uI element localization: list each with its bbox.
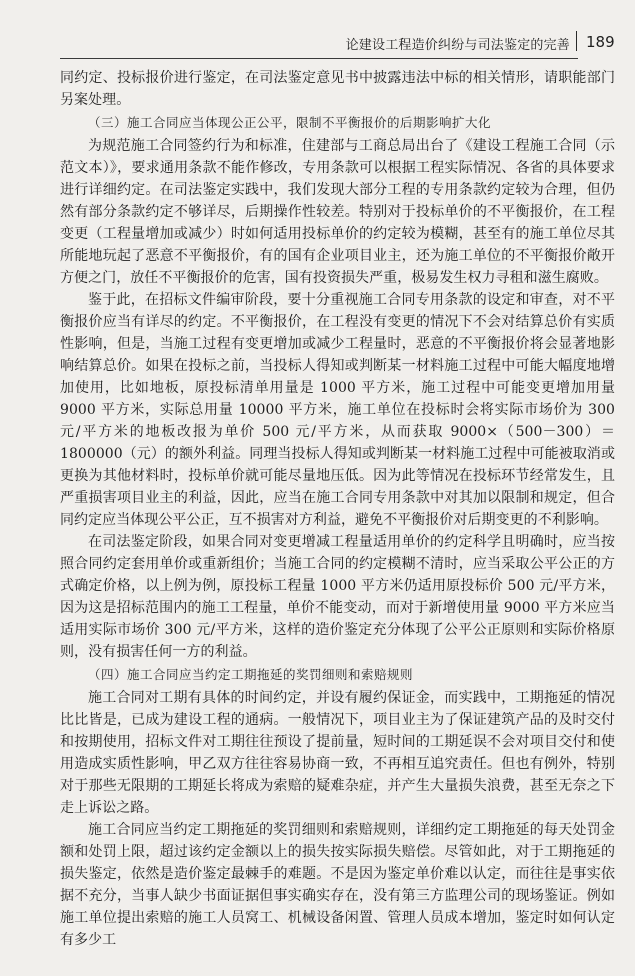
paragraph: 施工合同对工期有具体的时间约定，并设有履约保证金，而实践中，工期拖延的情况比比皆是，已成为建设工程的通病。一般情况下，项目业主为了保证建筑产品的及时交付和按期使用，招标文件对工期往往预设了提前量，短时间的工期延误不会对项目交付和使用造成实质性影响，甲乙双方往往容易协商一致，不再相互追究责任。但也有例外，特别对于那些无限期的工期延长将成为索赔的疑难杂症，并产生大量损失浪费，甚至无奈之下走上诉讼之路。: [60, 690, 615, 816]
page-header: [0, 0, 635, 60]
body-text: [60, 67, 615, 951]
paragraph: 施工合同应当约定工期拖延的奖罚细则和索赔规则，详细约定工期拖延的每天处罚金额和处罚上限，超过该约定金额以上的损失按实际损失赔偿。尽管如此，对于工期拖延的损失鉴定，依然是造价鉴定最棘手的难题。不是因为鉴定单价难以认定，而往往是事实依据不充分，当事人缺少书面证据但事实确实存在，没有第三方监理公司的现场鉴证。例如施工单位提出索赔的施工人员窝工、机械设备闲置、管理人员成本增加，鉴定时如何认定有多少工: [60, 822, 615, 948]
header-separator: [576, 31, 577, 51]
running-title: 论建设工程造价纠纷与司法鉴定的完善: [345, 38, 570, 53]
section-heading-4: （四）施工合同应当约定工期拖延的奖罚细则和索赔规则: [88, 667, 414, 682]
paragraph: 为规范施工合同签约行为和标准，住建部与工商总局出台了《建设工程施工合同（示范文本）》，要求通用条款不能作修改，专用条款可以根据工程实际情况、各省的具体要求进行详细约定。在司法鉴定实践中，我们发现大部分工程的专用条款约定较为合理，但仍然有部分条款约定不够详尽，后期操作性较差。特别对于投标单价的不平衡报价，在工程变更（工程量增加或减少）时如何适用投标单价的约定较为模糊，甚至有的施工单位尽其所能地玩起了恶意不平衡报价，有的国有企业项目业主，还为施工单位的不平衡报价敞开方便之门，放任不平衡报价的危害，国有投资损失严重，极易发生权力寻租和滋生腐败。: [60, 138, 615, 286]
paragraph: 在司法鉴定阶段，如果合同对变更增减工程量适用单价的约定科学且明确时，应当按照合同约定套用单价或重新组价；当施工合同的约定模糊不清时，应当采取公平公正的方式确定价格，以上例为例，原投标工程量 1000 平方米仍适用原投标价 500 元/平方米，因为这是招标范围内的施工工程量，单价不能变动，而对于新增使用量 9000 平方米应当适用实际市场价 300 元/平方米，这样的造价鉴定充分体现了公平公正原则和实际价格原则，没有损害任何一方的利益。: [60, 534, 615, 660]
section-heading-3: （三）施工合同应当体现公正公平，限制不平衡报价的后期影响扩大化: [88, 115, 492, 130]
page-number: 189: [586, 33, 615, 51]
paragraph-continued: 同约定、投标报价进行鉴定，在司法鉴定意见书中披露违法中标的相关情形，请职能部门另案处理。: [60, 70, 615, 108]
header-rule: [60, 58, 578, 59]
paragraph: 鉴于此，在招标文件编审阶段，要十分重视施工合同专用条款的设定和审查，对不平衡报价应当有详尽的约定。不平衡报价，在工程没有变更的情况下不会对结算总价有实质性影响，但是，当施工过程有变更增加或减少工程量时，恶意的不平衡报价将会显著地影响结算总价。如果在投标之前，当投标人得知或判断某一材料施工过程中可能大幅度地增加使用，比如地板，原投标清单用量是 1000 平方米，施工过程中可能变更增加用量 9000 平方米，实际总用量 10000 平方米，施工单位在投标时会将实际市场价为 300 元/平方米的地板改报为单价 500 元/平方米，从而获取 9000×（500－300）＝1800000（元）的额外利益。同理当投标人得知或判断某一材料施工过程中可能被取消或更换为其他材料时，投标单价就可能尽量地压低。因为此等情况在投标环节经常发生，且严重损害项目业主的利益，因此，应当在施工合同专用条款中对其加以限制和规定，但合同约定应当体现公平公正，互不损害对方利益，避免不平衡报价对后期变更的不利影响。: [60, 292, 615, 528]
